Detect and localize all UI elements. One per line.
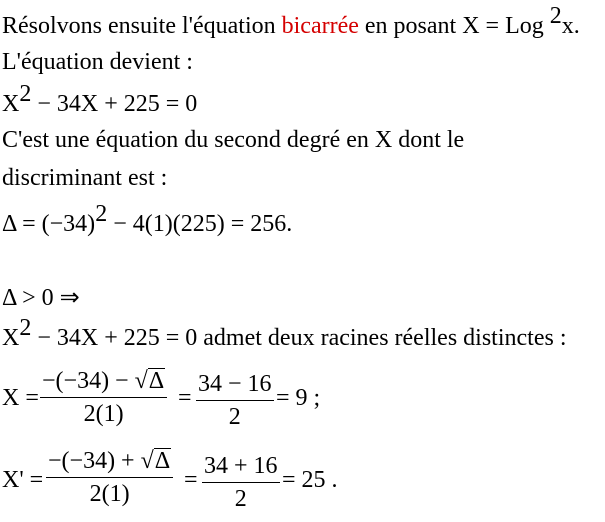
discriminant-text-1: C'est une équation du second degré en X dont le [2, 127, 465, 153]
root2-numerator-2: 34 + 16 [204, 453, 278, 479]
intro-text-end: x. [561, 13, 580, 39]
root2-equals: = [184, 467, 198, 493]
root1-num-text: −(−34) − [42, 368, 135, 394]
highlight-word: bicarrée [281, 13, 359, 39]
eq1-rest: − 34X + 225 = 0 [31, 91, 198, 117]
intro-line [2, 3, 580, 39]
root2-radicand: Δ [154, 448, 171, 474]
root1-fraction-bar-2 [196, 400, 274, 401]
root1-numerator [40, 368, 167, 393]
root2-denominator: 2(1) [89, 481, 130, 507]
eq1-variable: X [2, 91, 20, 117]
eq2-exponent: 2 [19, 315, 32, 341]
eq2-variable: X [2, 325, 20, 351]
equation-1 [2, 81, 198, 117]
delta-exponent: 2 [95, 201, 108, 227]
discriminant-formula [2, 201, 293, 237]
equation-2 [2, 315, 567, 351]
eq2-rest: − 34X + 225 = 0 [31, 325, 198, 351]
intro-text-post: en posant X = Log [358, 13, 550, 39]
root1-fraction-2 [196, 372, 274, 429]
equation-intro: L'équation devient : [2, 49, 193, 75]
root2-fraction [46, 448, 173, 506]
root1-denominator: 2(1) [83, 401, 124, 427]
sqrt-icon: √Δ [140, 448, 171, 474]
root1-fraction-bar [40, 397, 167, 398]
root2-denominator-2: 2 [234, 486, 247, 512]
root1-equals: = [178, 385, 192, 411]
discriminant-text-2: discriminant est : [2, 165, 168, 191]
sqrt-icon: √Δ [134, 368, 165, 394]
root1-numerator-2: 34 − 16 [198, 371, 272, 397]
intro-text: Résolvons ensuite l'équation [2, 13, 282, 39]
root1-result: = 9 ; [276, 385, 321, 411]
delta-term: (−34) [41, 211, 96, 237]
eq1-exponent: 2 [19, 81, 32, 107]
delta-rest: − 4(1)(225) = 256. [107, 211, 293, 237]
root2-lhs: X' = [2, 467, 44, 493]
root1-fraction [40, 368, 167, 426]
root2-num-text: −(−34) + [48, 448, 141, 474]
root2-numerator [46, 448, 173, 473]
root2-result: = 25 . [282, 467, 338, 493]
delta-symbol: Δ = [2, 211, 42, 237]
root2-fraction-2 [202, 454, 280, 511]
root2-fraction-bar [46, 477, 173, 478]
root1-denominator-2: 2 [228, 404, 241, 430]
delta-condition: Δ > 0 ⇒ [2, 285, 80, 311]
root1-lhs: X = [2, 385, 39, 411]
eq2-tail: admet deux racines réelles distinctes : [197, 325, 567, 351]
root2-fraction-bar-2 [202, 482, 280, 483]
log-base: 2 [549, 3, 562, 29]
root1-radicand: Δ [148, 368, 165, 394]
